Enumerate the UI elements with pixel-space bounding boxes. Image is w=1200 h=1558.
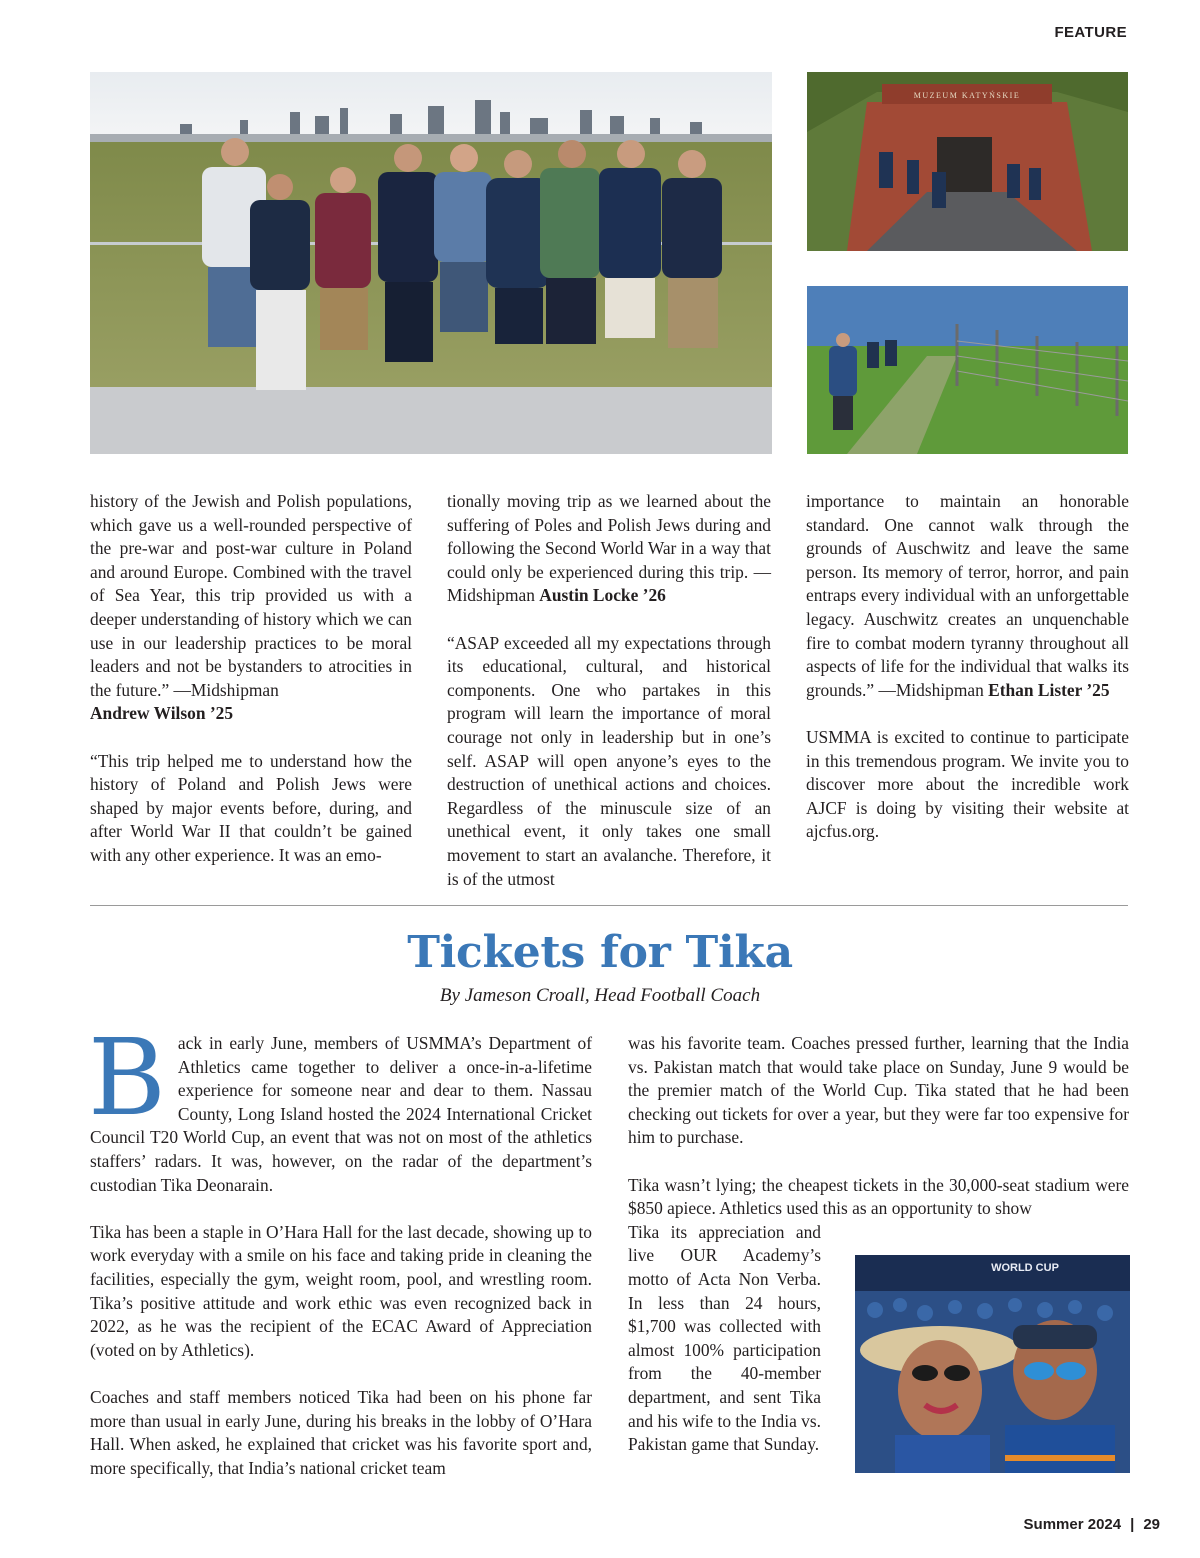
quote-paragraph: “ASAP exceeded all my expectations through its educational, cultural, and historical components. One who partakes in this program will learn the importance of moral courage not only in leadership but in one’s self. ASAP will open anyone’s eyes to the destruction of unethical actions and choices. Regardless of the minuscule size of an unethical event, it only takes one small movement to start an avalanche. Therefore, it is of the utmost xyxy=(447,632,771,889)
page-number: 29 xyxy=(1143,1516,1160,1533)
midshipman-name: Andrew Wilson ’25 xyxy=(90,703,234,724)
article-byline: By Jameson Croall, Head Football Coach xyxy=(439,985,761,1006)
quote-paragraph: importance to maintain an honorable standard. One cannot walk through the grounds of Auschwitz and leave the same person. Its memory of terror, horror, and pain entraps every individual with an unforgettable legacy. Auschwitz creates an unquenchable fire to combat modern tyranny throughout all aspects of life for the individual that walks its grounds.” —Midshipman Ethan Lister ’25 xyxy=(806,491,1129,700)
article-paragraph: was his favorite team. Coaches pressed further, learning that the India vs. Pakistan match that would take place on Sunday, June 9 would be the premier match of the World Cup. Tika stated that he had been checking out tickets for over a year, but they were far too expensive for him to purchase. xyxy=(628,1033,1129,1148)
feature-column-2 xyxy=(447,490,771,891)
closing-paragraph: USMMA is excited to continue to participate in this tremendous program. We invite you to discover more about the incredible work AJCF is doing by visiting their website at ajcfus.org. xyxy=(806,726,1129,842)
museum-sign: MUZEUM KATYŃSKIE xyxy=(913,91,1021,100)
article-column-left xyxy=(88,1016,592,1480)
camp-photo xyxy=(807,286,1128,454)
article-paragraph: Coaches and staff members noticed Tika had been on his phone far more than usual in early June, during his breaks in the lobby of O’Hara Hall. When asked, he explained that cricket was his favorite sport and, more specifically, that India’s national cricket team xyxy=(90,1386,592,1478)
group-photo xyxy=(90,72,772,454)
article-paragraph: Back in early June, members of USMMA’s Department of Athletics came together to deliver a once-in-a-lifetime experience for someone near and dear to them. Nassau County, Long Island hosted the 2024 International Cricket Council T20 World Cup, an event that was not on most of the athletics staffers’ radars. It was, however, on the radar of the department’s custodian Tika Deonarain. xyxy=(88,1016,592,1195)
banner-text: WORLD CUP xyxy=(991,1262,1059,1274)
article-title: Tickets for Tika xyxy=(407,927,793,978)
quote-paragraph: “This trip helped me to understand how the history of Poland and Polish Jews were shaped by major events before, during, and after World War II that couldn’t be gained with any other experience. It was an emo- xyxy=(90,750,412,865)
midshipman-name: Austin Locke ’26 xyxy=(539,585,666,606)
article-paragraph: Tika wasn’t lying; the cheapest tickets in the 30,000-seat stadium were $850 apiece. Athletics used this as an opportunity to show xyxy=(628,1174,1129,1219)
section-divider xyxy=(90,905,1128,906)
midshipman-name: Ethan Lister ’25 xyxy=(988,679,1110,700)
drop-cap: B xyxy=(88,1016,166,1139)
fans-photo xyxy=(855,1255,1130,1473)
section-label: FEATURE xyxy=(1054,24,1127,41)
quote-paragraph: history of the Jewish and Polish populations, which gave us a well-rounded perspective of the pre-war and post-war culture in Poland and around Europe. Combined with the travel of Sea Year, this trip provided us with a deeper understanding of history which we can use in our leadership practices to be moral leaders and not be bystanders to atrocities in the future.” —Midshipman Andrew Wilson ’25 xyxy=(90,491,412,724)
article-paragraph: Tika has been a staple in O’Hara Hall for the last decade, showing up to work everyday with a smile on his face and taking pride in cleaning the facilities, especially the gym, weight room, pool, and wrestling room. Tika’s positive attitude and work ethic was even recognized back in 2022, as he was the recipient of the ECAC Award of Appreciation (voted on by Athletics). xyxy=(90,1221,592,1360)
page-footer xyxy=(1024,1516,1160,1533)
issue-label: Summer 2024 xyxy=(1023,1516,1122,1533)
museum-photo xyxy=(807,72,1128,251)
quote-paragraph: tionally moving trip as we learned about the suffering of Poles and Polish Jews during and following the Second World War in a way that could only be experienced during this trip. —Midshipman Austin Locke ’26 xyxy=(447,491,771,606)
feature-column-3 xyxy=(806,490,1129,844)
article-paragraph-narrow: Tika its appreciation and live OUR Academy’s motto of Acta Non Verba. In less than 24 hours, $1,700 was collected with almost 100% participation from the 40-member department, and sent Tika and his wife to the India vs. Pakistan game that Sunday. xyxy=(628,1221,821,1455)
feature-column-1 xyxy=(90,490,412,868)
footer-separator: | xyxy=(1130,1516,1135,1533)
